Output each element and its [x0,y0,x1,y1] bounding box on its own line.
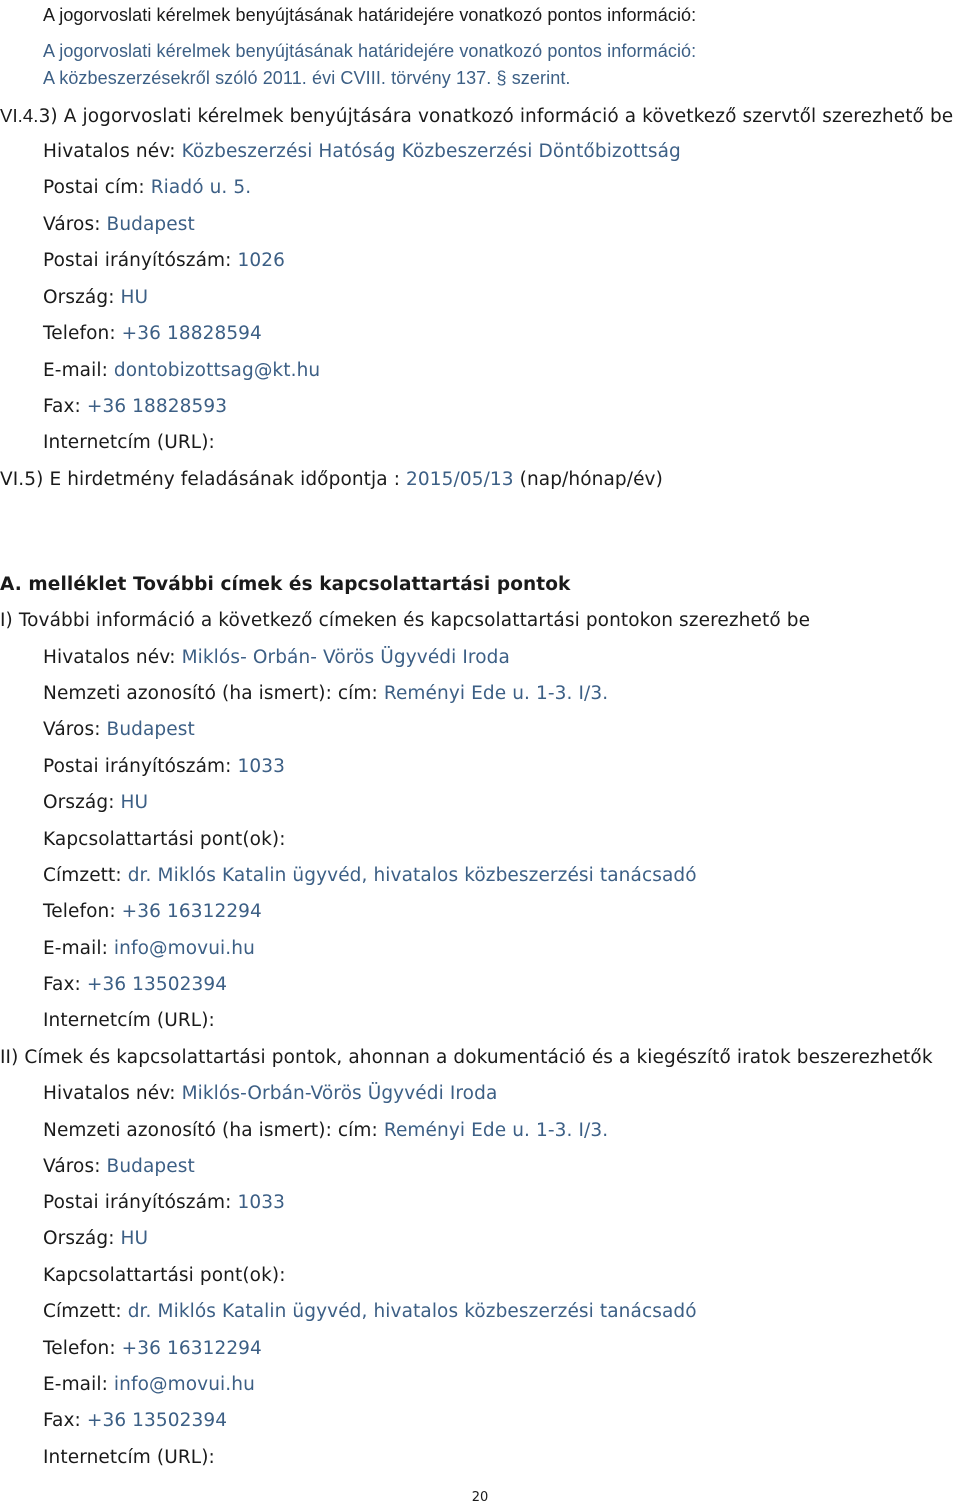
field-value: Riadó u. 5. [150,177,252,198]
field-value: Reményi Ede u. 1-3. I/3. [383,1120,609,1141]
field-label: Telefon: [43,323,122,344]
vi4-row-phone [43,322,262,346]
section-vi4-text: 3) A jogorvoslati kérelmek benyújtására vonatkozó információ a következő szervtől szerezhető be [38,106,954,127]
field-label: Nemzeti azonosító (ha ismert): cím: [43,1120,384,1141]
field-value: Budapest [106,719,195,740]
field-value: 1026 [237,250,285,271]
field-label: Internetcím (URL): [43,1010,215,1031]
s2-row-country [43,1227,148,1251]
s1-row-phone [43,900,262,924]
field-label: Város: [43,1156,107,1177]
field-label: VI.5) E hirdetmény feladásának időpontja : [0,469,407,490]
section-vi5-date [0,468,663,492]
date-format: (nap/hónap/év) [513,469,663,490]
s2-row-recipient [43,1300,697,1324]
field-label: Fax: [43,1410,87,1431]
vi4-row-country [43,286,148,310]
field-label: Postai irányítószám: [43,1192,238,1213]
field-label: Város: [43,214,107,235]
s1-row-url [43,1009,215,1033]
field-label: Hivatalos név: [43,647,182,668]
s1-row-zip [43,755,285,779]
field-value: +36 16312294 [121,1338,262,1359]
annex-section1-heading: I) További információ a következő címeken és kapcsolattartási pontokon szerezhető be [0,610,811,631]
field-value: 1033 [237,1192,285,1213]
field-label: Ország: [43,792,121,813]
field-label: Város: [43,719,107,740]
field-value: info@movui.hu [113,938,255,959]
field-value: info@movui.hu [113,1374,255,1395]
field-label: E-mail: [43,1374,114,1395]
s1-row-name [43,646,510,670]
vi4-row-name [43,140,681,164]
field-value: Miklós- Orbán- Vörös Ügyvédi Iroda [181,647,510,668]
field-label: Postai cím: [43,177,151,198]
field-label: E-mail: [43,360,114,381]
field-label: Postai irányítószám: [43,756,238,777]
s1-row-contact-points [43,828,286,852]
field-label: Telefon: [43,901,122,922]
s2-row-national-id [43,1119,608,1143]
section-vi4-heading [0,104,953,129]
field-label: Címzett: [43,865,128,886]
s1-row-recipient [43,864,697,888]
s2-row-zip [43,1191,285,1215]
s2-row-city [43,1155,195,1179]
field-label: Fax: [43,974,87,995]
publication-date: 2015/05/13 [406,469,514,490]
deadline-info-law: A közbeszerzésekről szóló 2011. évi CVIII. törvény 137. § szerint. [43,68,571,88]
field-value: +36 13502394 [86,974,228,995]
s1-row-country [43,791,148,815]
field-value: Budapest [106,1156,195,1177]
deadline-info-title: A jogorvoslati kérelmek benyújtásának határidejére vonatkozó pontos információ: [43,5,697,25]
field-label: Címzett: [43,1301,128,1322]
page-number: 20 [471,1490,489,1505]
vi4-row-fax [43,395,227,419]
field-value: Közbeszerzési Hatóság Közbeszerzési Döntőbizottság [181,141,681,162]
s2-row-url [43,1446,215,1470]
vi4-row-city [43,213,195,237]
field-label: Nemzeti azonosító (ha ismert): cím: [43,683,384,704]
field-value: HU [120,1228,149,1249]
field-label: Ország: [43,287,121,308]
field-value: dr. Miklós Katalin ügyvéd, hivatalos közbeszerzési tanácsadó [127,865,697,886]
s2-row-phone [43,1337,262,1361]
field-value: dr. Miklós Katalin ügyvéd, hivatalos közbeszerzési tanácsadó [127,1301,697,1322]
field-value: HU [120,287,149,308]
field-label: Kapcsolattartási pont(ok): [43,1265,286,1286]
field-label: Fax: [43,396,87,417]
s2-row-fax [43,1409,227,1433]
field-label: Ország: [43,1228,121,1249]
field-label: Internetcím (URL): [43,432,215,453]
s2-row-contact-points [43,1264,286,1288]
vi4-row-zip [43,249,285,273]
field-label: Hivatalos név: [43,1083,182,1104]
field-value: 1033 [237,756,285,777]
s1-row-email [43,937,255,961]
s2-row-email [43,1373,255,1397]
field-label: E-mail: [43,938,114,959]
deadline-info-value: A jogorvoslati kérelmek benyújtásának határidejére vonatkozó pontos információ: [43,41,697,61]
s1-row-city [43,718,195,742]
vi4-row-url [43,431,215,455]
field-value: Miklós-Orbán-Vörös Ügyvédi Iroda [181,1083,498,1104]
field-label: Postai irányítószám: [43,250,238,271]
annex-section2-heading: II) Címek és kapcsolattartási pontok, ahonnan a dokumentáció és a kiegészítő iratok beszerezhetők [0,1047,933,1068]
s1-row-fax [43,973,227,997]
field-value: +36 16312294 [121,901,262,922]
field-value: Budapest [106,214,195,235]
s2-row-name [43,1082,497,1106]
annex-a-title: A. melléklet További címek és kapcsolattartási pontok [0,574,571,595]
field-value: +36 13502394 [86,1410,228,1431]
field-value: dontobizottsag@kt.hu [113,360,321,381]
field-label: Telefon: [43,1338,122,1359]
section-vi4-prefix: VI.4. [0,105,39,126]
vi4-row-address [43,176,251,200]
field-value: HU [120,792,149,813]
field-value: +36 18828593 [86,396,228,417]
s1-row-national-id [43,682,608,706]
field-label: Hivatalos név: [43,141,182,162]
field-value: +36 18828594 [121,323,262,344]
field-label: Internetcím (URL): [43,1447,215,1468]
vi4-row-email [43,359,320,383]
field-label: Kapcsolattartási pont(ok): [43,829,286,850]
field-value: Reményi Ede u. 1-3. I/3. [383,683,609,704]
